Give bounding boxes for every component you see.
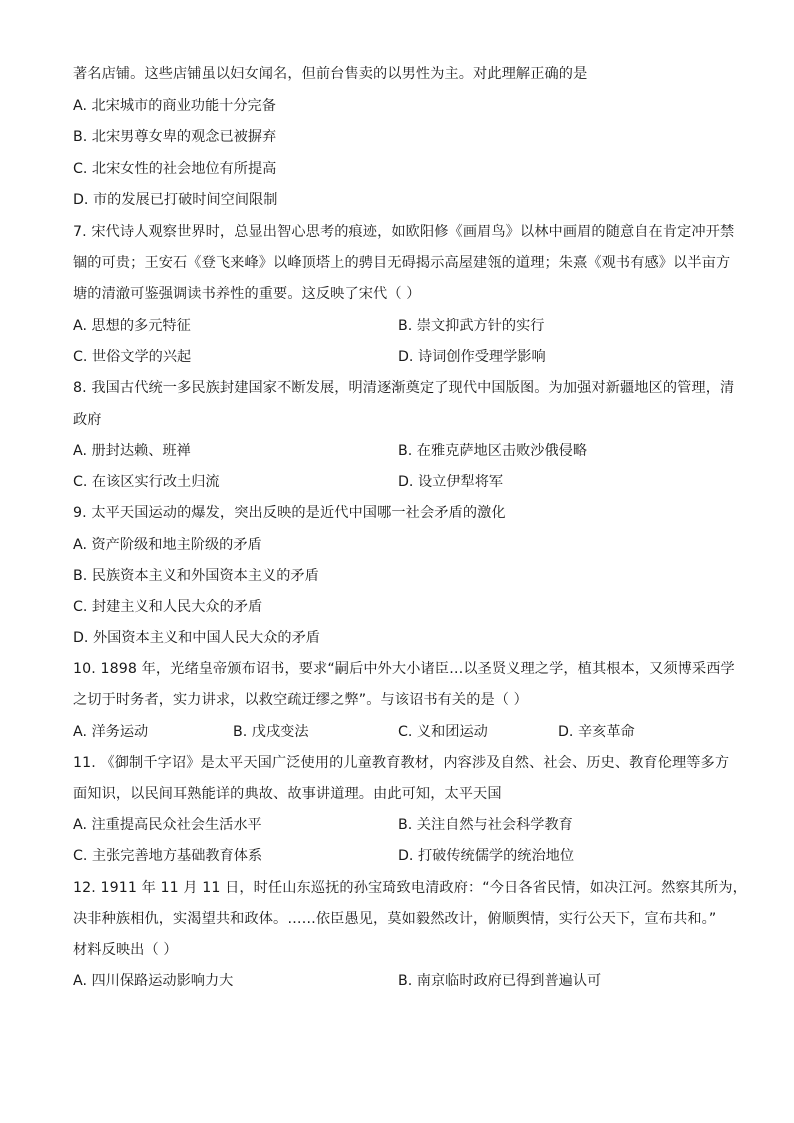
q10-option-c: C. 义和团运动	[398, 724, 488, 740]
q8-option-b: B. 在雅克萨地区击败沙俄侵略	[398, 443, 588, 459]
q10-option-b: B. 戊戌变法	[233, 724, 309, 740]
q7-stem-line-2: 锢的可贵；王安石《登飞来峰》以峰顶塔上的骋目无碍揭示高屋建瓴的道理；朱熹《观书有感》以半亩方	[73, 255, 731, 271]
q12-stem-line-3: 材料反映出（ ）	[73, 942, 178, 958]
q10-stem-line-2: 之切于时务者，实力讲求，以救空疏迂缪之弊”。与该诏书有关的是（ ）	[73, 692, 528, 708]
q9-option-d: D. 外国资本主义和中国人民大众的矛盾	[73, 630, 320, 646]
q12-option-a: A. 四川保路运动影响力大	[73, 973, 234, 989]
q6-stem-tail: 著名店铺。这些店铺虽以妇女闻名，但前台售卖的以男性为主。对此理解正确的是	[73, 66, 588, 82]
q11-option-a: A. 注重提高民众社会生活水平	[73, 817, 262, 833]
q6-option-b: B. 北宋男尊女卑的观念已被摒弃	[73, 129, 277, 145]
q11-stem-line-2: 面知识，以民间耳熟能详的典故、故事讲道理。由此可知，太平天国	[73, 786, 502, 802]
q6-option-d: D. 市的发展已打破时间空间限制	[73, 192, 278, 208]
q7-option-a: A. 思想的多元特征	[73, 318, 191, 334]
q11-option-b: B. 关注自然与社会科学教育	[398, 817, 573, 833]
q9-stem: 9. 太平天国运动的爆发，突出反映的是近代中国哪一社会矛盾的激化	[73, 505, 506, 521]
q10-stem-line-1: 10. 1898 年，光绪皇帝颁布诏书，要求“嗣后中外大小诸臣…以圣贤义理之学，植其根本，又须博采西学	[73, 661, 735, 677]
q8-option-a: A. 册封达赖、班禅	[73, 443, 191, 459]
q9-option-b: B. 民族资本主义和外国资本主义的矛盾	[73, 568, 319, 584]
q8-stem-line-1: 8. 我国古代统一多民族封建国家不断发展，明清逐渐奠定了现代中国版图。为加强对新疆地区的管理，清	[73, 380, 735, 396]
q6-option-c: C. 北宋女性的社会地位有所提高	[73, 161, 277, 177]
q10-option-a: A. 洋务运动	[73, 724, 149, 740]
q10-option-d: D. 辛亥革命	[558, 724, 635, 740]
q11-stem-line-1: 11. 《御制千字诏》是太平天国广泛使用的儿童教育教材，内容涉及自然、社会、历史、教育伦理等多方	[73, 755, 730, 771]
q11-option-d: D. 打破传统儒学的统治地位	[398, 848, 575, 864]
q11-option-c: C. 主张完善地方基础教育体系	[73, 848, 263, 864]
q7-option-b: B. 崇文抑武方针的实行	[398, 318, 545, 334]
q7-stem-line-3: 塘的清澈可鉴强调读书养性的重要。这反映了宋代（ ）	[73, 286, 421, 302]
q6-option-a: A. 北宋城市的商业功能十分完备	[73, 98, 276, 114]
q8-option-c: C. 在该区实行改土归流	[73, 474, 220, 490]
q9-option-a: A. 资产阶级和地主阶级的矛盾	[73, 537, 262, 553]
q12-stem-line-2: 决非种族相仇，实渴望共和政体。……依臣愚见，莫如毅然改计，俯顺舆情，实行公天下，宣布共和。”	[73, 911, 717, 927]
q8-stem-line-2: 政府	[73, 412, 102, 428]
q7-option-d: D. 诗词创作受理学影响	[398, 349, 546, 365]
q7-stem-line-1: 7. 宋代诗人观察世界时，总显出智心思考的痕迹，如欧阳修《画眉鸟》以林中画眉的随意自在肯定冲开禁	[73, 224, 735, 240]
q8-option-d: D. 设立伊犁将军	[398, 474, 504, 490]
q12-option-b: B. 南京临时政府已得到普遍认可	[398, 973, 602, 989]
q7-option-c: C. 世俗文学的兴起	[73, 349, 192, 365]
q9-option-c: C. 封建主义和人民大众的矛盾	[73, 599, 263, 615]
q12-stem-line-1: 12. 1911 年 11 月 11 日，时任山东巡抚的孙宝琦致电清政府：“今日各省民情，如决江河。然察其所为，	[73, 880, 747, 896]
